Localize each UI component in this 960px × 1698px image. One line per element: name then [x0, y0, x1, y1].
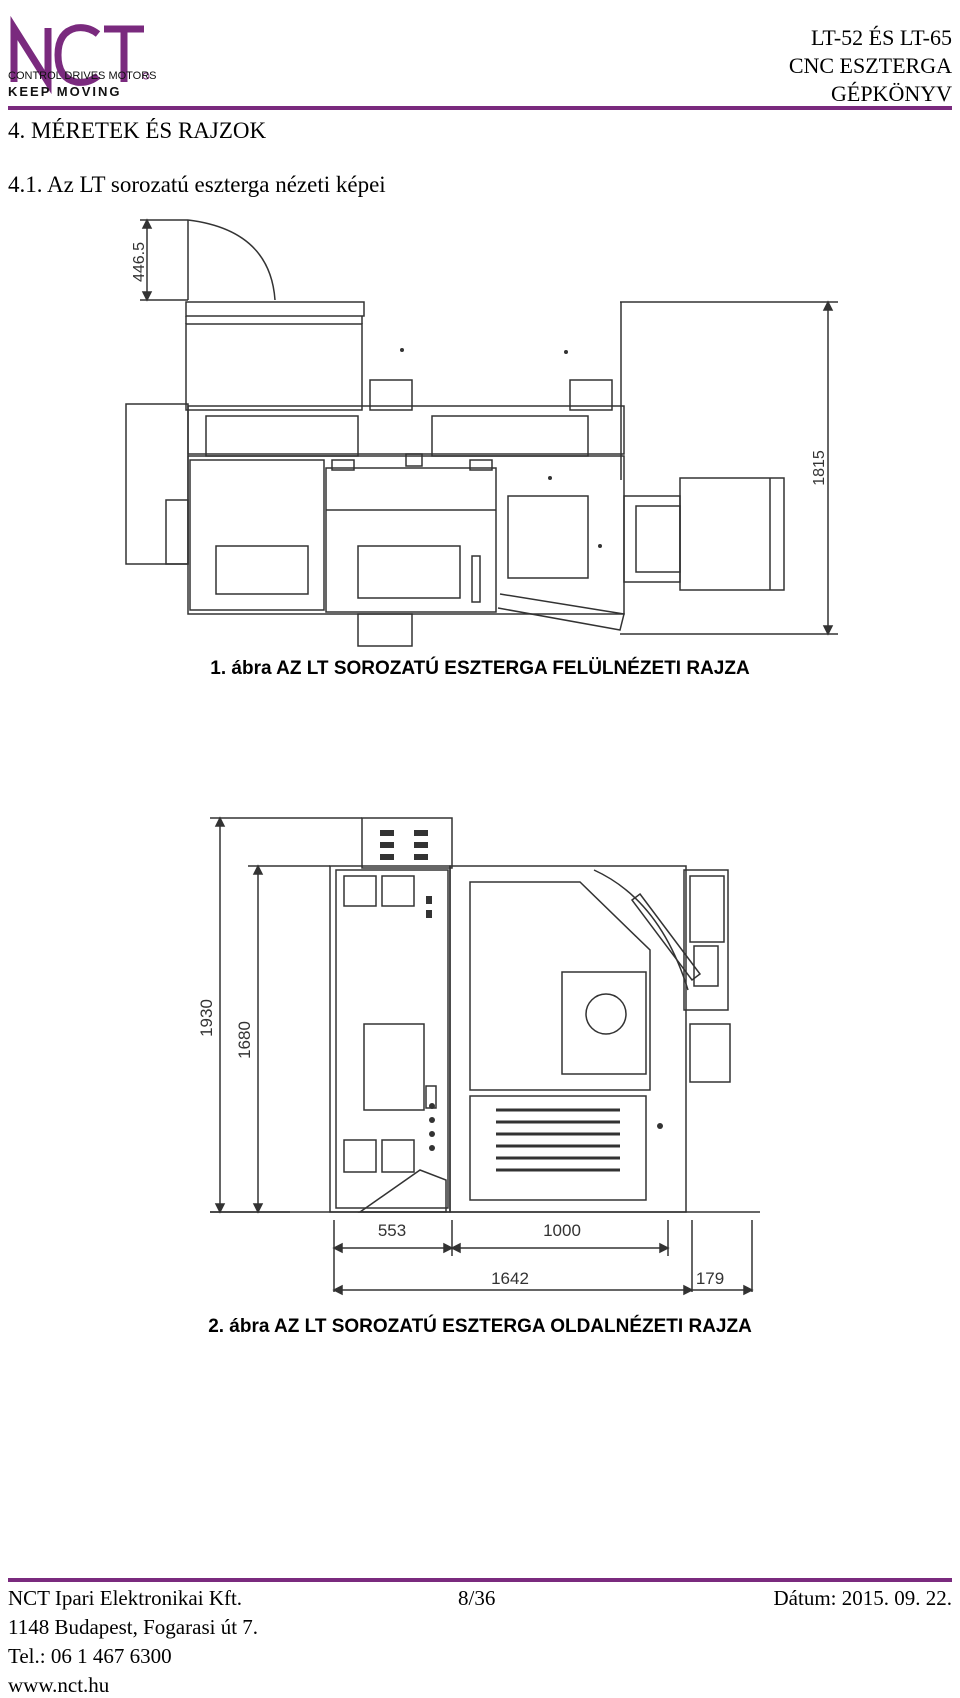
- dim-1642: 1642: [491, 1269, 529, 1288]
- title-line1: LT-52 ÉS LT-65: [810, 25, 952, 50]
- footer-address: 1148 Budapest, Fogarasi út 7.: [8, 1615, 259, 1639]
- footer-date: Dátum: 2015. 09. 22.: [773, 1586, 952, 1610]
- dim-1930: 1930: [197, 999, 216, 1037]
- dim-179: 179: [695, 1269, 725, 1288]
- section-title: 4. MÉRETEK ÉS RAJZOK: [8, 118, 267, 143]
- title-line2: CNC ESZTERGA: [788, 53, 952, 78]
- side-view-drawing: [0, 800, 960, 1300]
- figure1-caption: 1. ábra AZ LT SOROZATÚ ESZTERGA FELÜLNÉZETI RAJZA: [210, 658, 750, 679]
- title-line3: GÉPKÖNYV: [831, 81, 952, 106]
- header-rule: [8, 106, 952, 110]
- dim-1815: 1815: [811, 450, 828, 486]
- footer-row-1: [8, 1585, 952, 1611]
- dim-1000: 1000: [543, 1221, 581, 1240]
- figure2-caption: 2. ábra AZ LT SOROZATÚ ESZTERGA OLDALNÉZETI RAJZA: [208, 1316, 752, 1337]
- logo-slogan: KEEP MOVING: [8, 84, 122, 99]
- top-view-drawing: [0, 210, 960, 650]
- footer-company: NCT Ipari Elektronikai Kft.: [8, 1586, 243, 1610]
- footer-rule: [8, 1578, 952, 1582]
- document-title: [789, 24, 952, 108]
- logo-tagline: CONTROL DRIVES MOTORS: [8, 70, 157, 82]
- dim-553: 553: [377, 1221, 407, 1240]
- dim-1680: 1680: [235, 1021, 254, 1059]
- footer-page-number: 8/36: [458, 1586, 496, 1610]
- subsection-title: 4.1. Az LT sorozatú eszterga nézeti képei: [8, 172, 386, 197]
- footer-website: www.nct.hu: [8, 1673, 110, 1697]
- footer-phone: Tel.: 06 1 467 6300: [8, 1644, 172, 1668]
- dim-446-5: 446.5: [131, 241, 148, 283]
